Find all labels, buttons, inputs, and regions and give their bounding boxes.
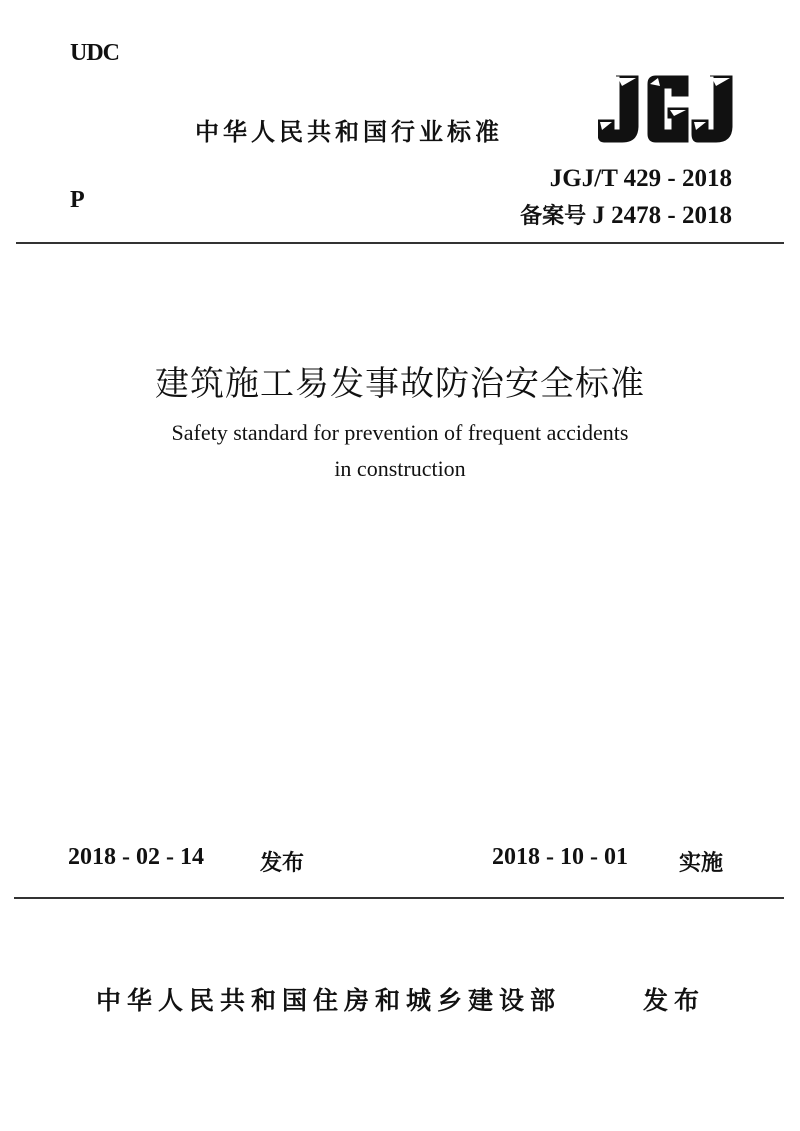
publisher: 中华人民共和国住房和城乡建设部 [96, 986, 562, 1015]
issue-label: 发布 [260, 851, 305, 876]
industry-standard-heading: 中华人民共和国行业标准 [195, 118, 503, 146]
record-label: 备案号 [520, 204, 587, 229]
implementation-date: 2018 - 10 - 01 [492, 844, 628, 870]
document-title-english-line-2: in construction [334, 456, 466, 481]
record-number: J 2478 - 2018 [592, 202, 732, 229]
bottom-divider [14, 897, 784, 899]
jgj-logo-icon [598, 74, 734, 144]
top-divider [16, 242, 784, 244]
document-title-english-line-1: Safety standard for prevention of frequent accidents [171, 420, 629, 445]
implementation-label: 实施 [679, 851, 724, 876]
record-number-line [520, 199, 732, 230]
classification-code: P [70, 187, 85, 213]
publisher-action: 发布 [643, 986, 706, 1015]
standard-number: JGJ/T 429 - 2018 [549, 165, 732, 192]
issue-date: 2018 - 02 - 14 [68, 844, 204, 870]
document-title-chinese: 建筑施工易发事故防治安全标准 [155, 364, 645, 404]
udc-label: UDC [70, 40, 119, 66]
